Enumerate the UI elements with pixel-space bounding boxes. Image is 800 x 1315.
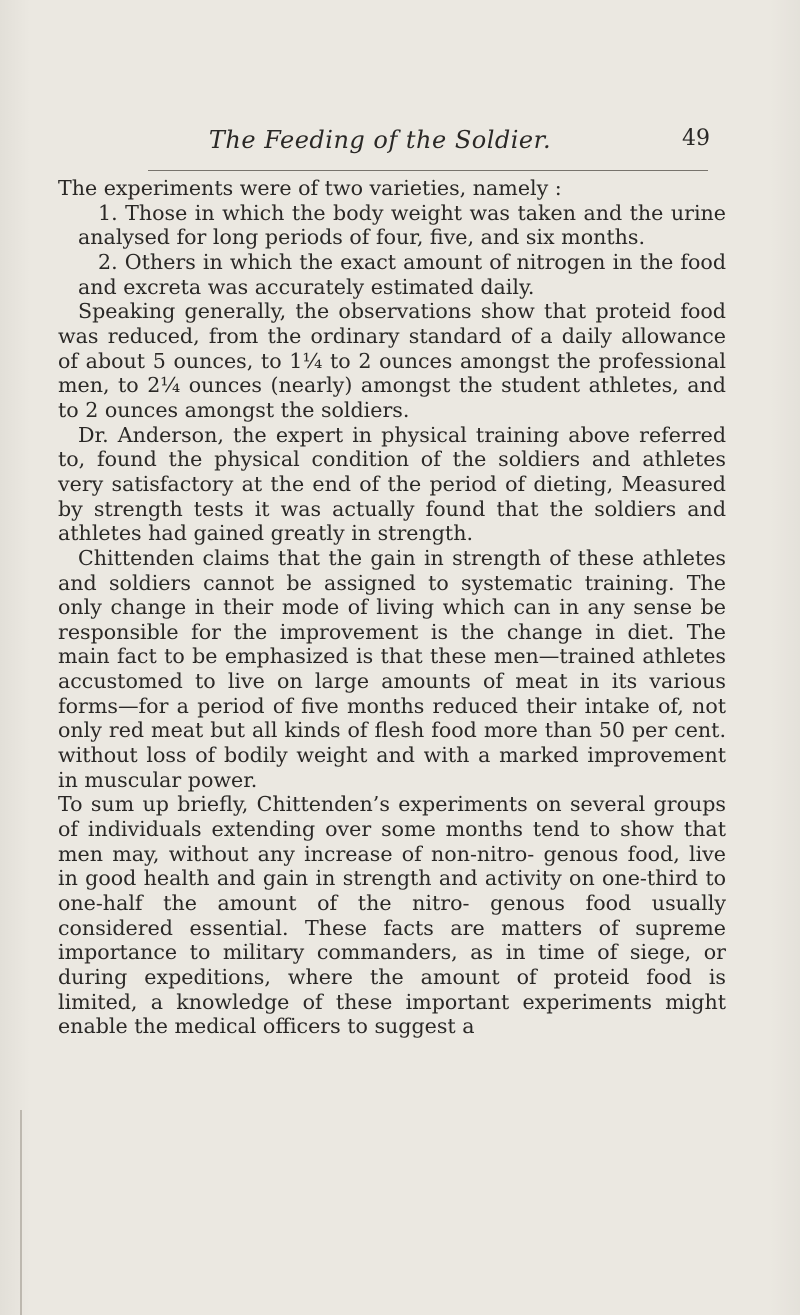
- body-text: [58, 176, 726, 1039]
- paragraph-item-1: 1. Those in which the body weight was taken and the urine analysed for long periods of four, five, and six months.: [78, 200, 726, 250]
- paragraph-item-2: 2. Others in which the exact amount of nitrogen in the food and excreta was accurately estimated daily.: [78, 249, 726, 299]
- running-head: [60, 126, 710, 166]
- page-edge-line: [20, 1110, 22, 1315]
- running-title: The Feeding of the Soldier.: [208, 126, 552, 154]
- page-number: 49: [682, 126, 710, 151]
- header-rule: [148, 170, 708, 171]
- paragraph-summary: To sum up briefly, Chittenden’s experiments on several groups of individuals extending over some months tend to show that men may, without any increase of non-nitro- genous food, live in good health and gain in strength and activity on one-third to one-half the amount of the nitro- genous food usually considered essential. These facts are matters of supreme importance to military commanders, as in time of siege, or during expeditions, where the amount of proteid food is limited, a knowledge of these important experiments might enable the medical officers to suggest a: [58, 792, 726, 1039]
- paragraph-intro: The experiments were of two varieties, namely :: [58, 176, 562, 200]
- paragraph-chittenden-claims: Chittenden claims that the gain in strength of these athletes and soldiers cannot be assigned to systematic training. The only change in their mode of living which can in any sense be responsible for the improvement is the change in diet. The main fact to be emphasized is that these men—trained athletes accustomed to live on large amounts of meat in its various forms—for a period of five months reduced their intake of, not only red meat but all kinds of flesh food more than 50 per cent. without loss of bodily weight and with a marked improvement in muscular power.: [58, 545, 726, 792]
- paragraph-anderson: Dr. Anderson, the expert in physical training above referred to, found the physical condition of the soldiers and athletes very satisfactory at the end of the period of dieting, Measured by strength tests it was actually found that the soldiers and athletes had gained greatly in strength.: [58, 422, 726, 546]
- paragraph-speaking-generally: Speaking generally, the observations show that proteid food was reduced, from the ordinary standard of a daily allowance of about 5 ounces, to 1¼ to 2 ounces amongst the professional men, to 2¼ ounces (nearly) amongst the student athletes, and to 2 ounces amongst the soldiers.: [58, 299, 726, 422]
